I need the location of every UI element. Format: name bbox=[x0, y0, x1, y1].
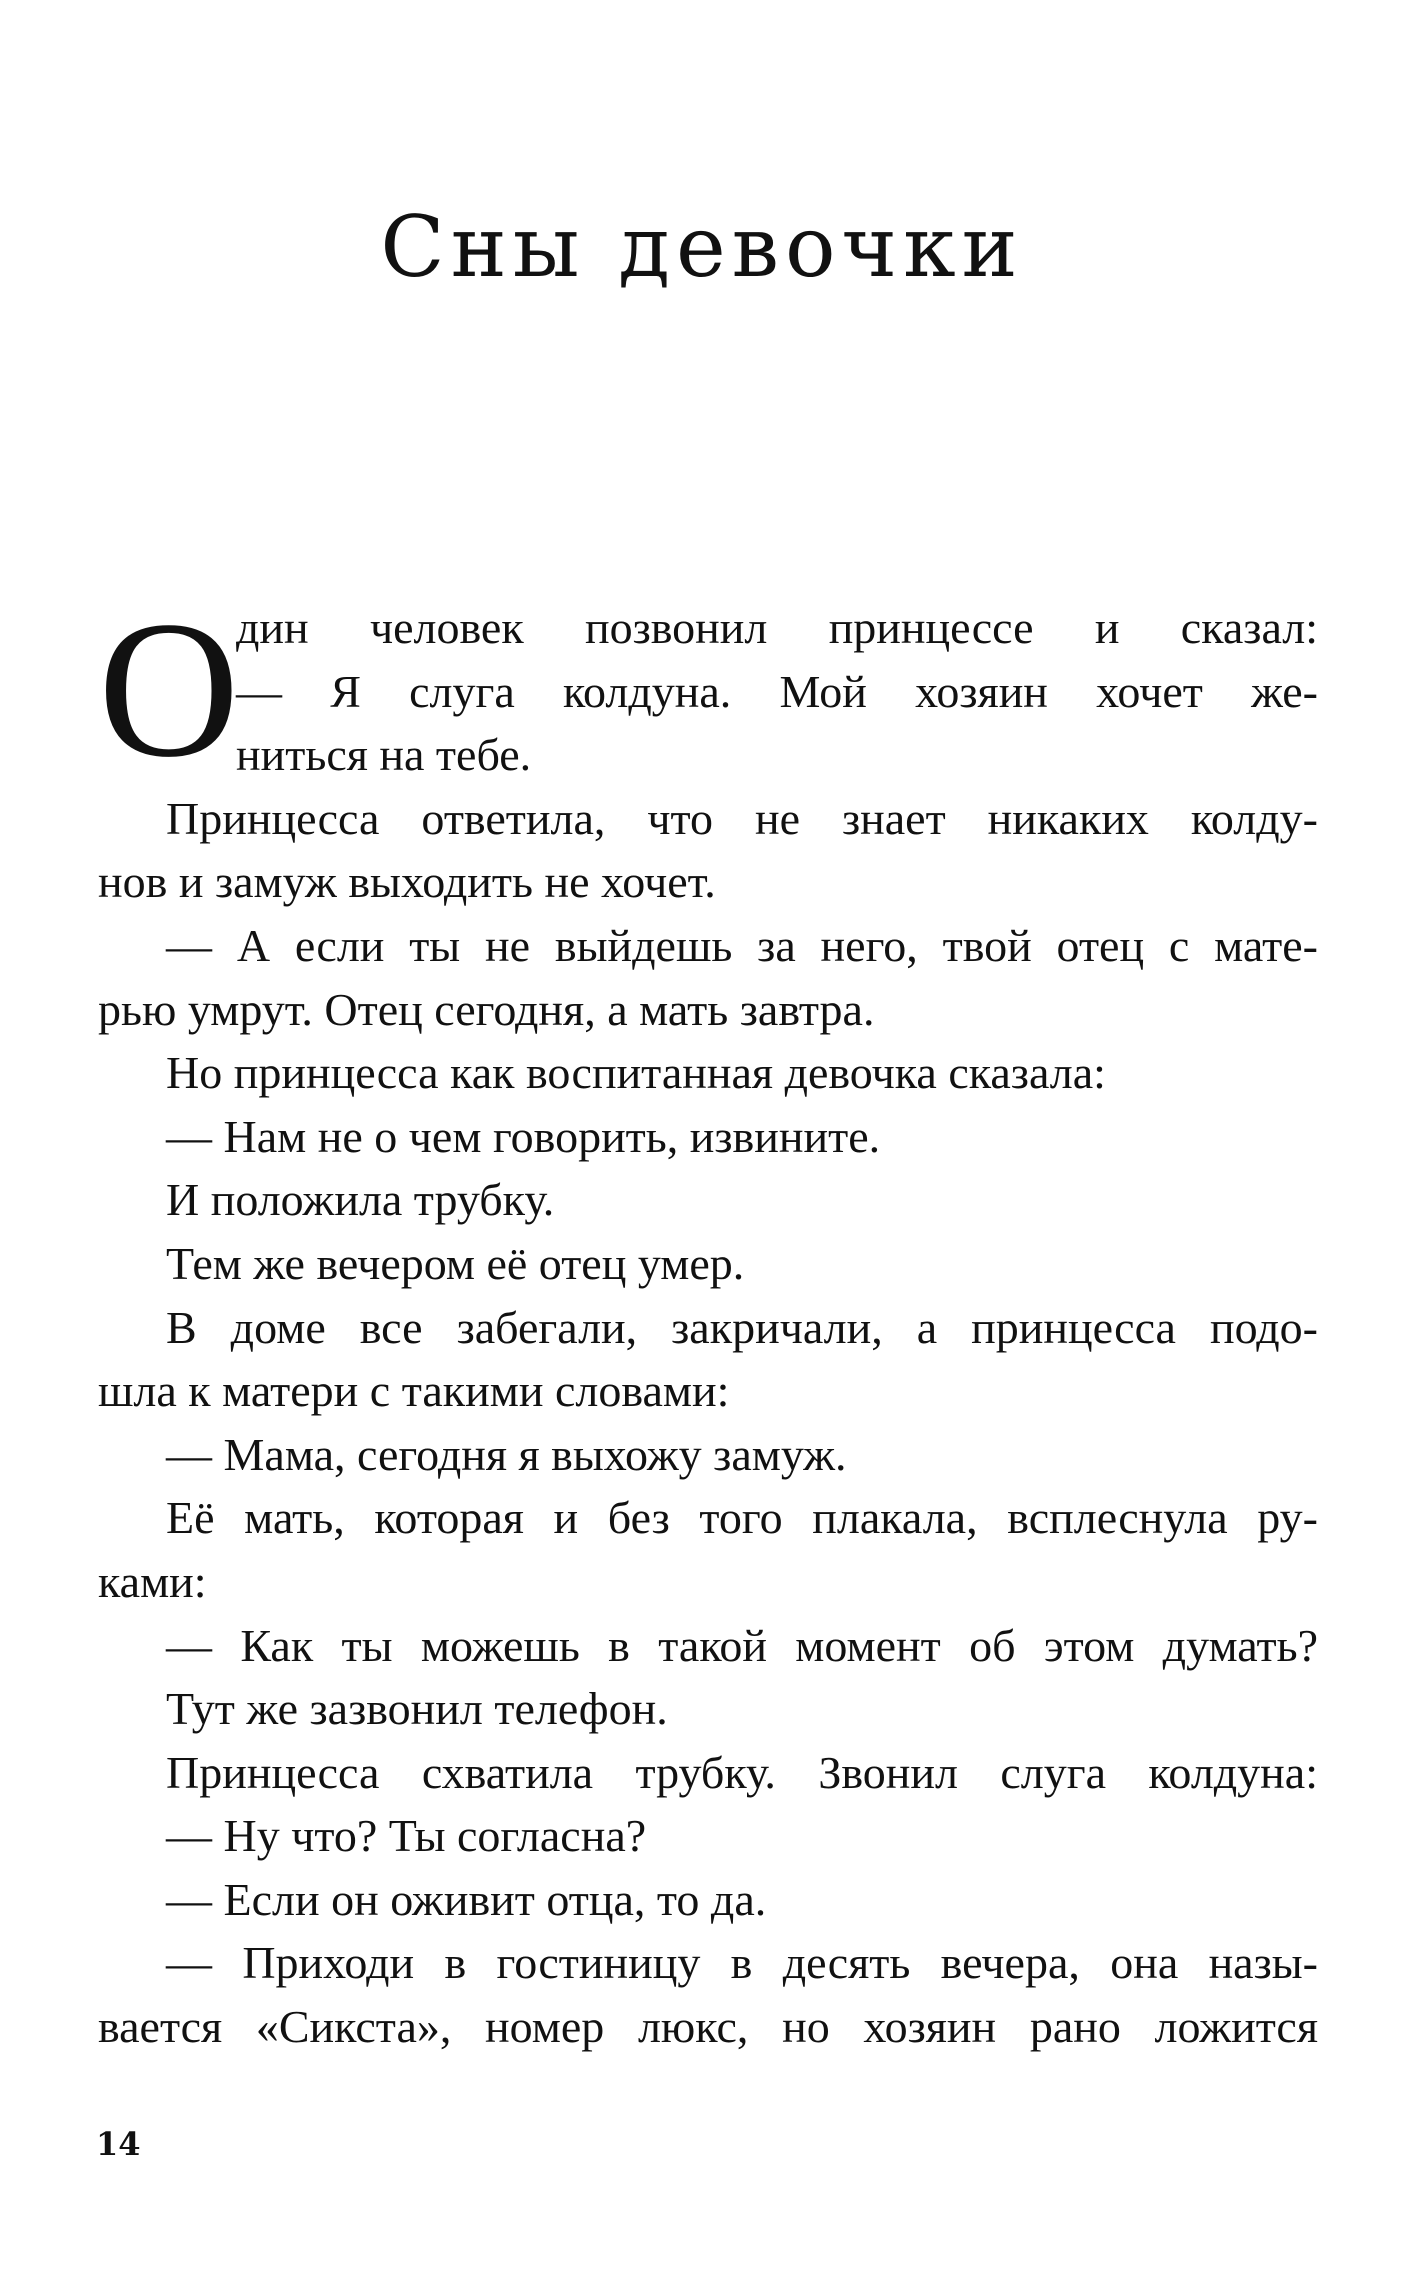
text-line: рью умрут. Отец сегодня, а мать завтра. bbox=[98, 983, 875, 1035]
text-line: — Я слуга колдуна. Мой хозяин хочет же- bbox=[236, 665, 1318, 717]
page-number: 14 bbox=[96, 2125, 141, 2163]
chapter-text bbox=[98, 581, 1318, 2059]
text-line: ниться на тебе. bbox=[236, 729, 532, 781]
chapter-title: Сны девочки bbox=[380, 198, 1024, 296]
text-line: вается «Сикста», номер люкс, но хозяин рано ложится bbox=[98, 2001, 1318, 2053]
text-line: ками: bbox=[98, 1555, 207, 1607]
text-line: И положила трубку. bbox=[166, 1174, 555, 1226]
text-line: дин человек позвонил принцессе и сказал: bbox=[236, 602, 1318, 653]
text-line: — Ну что? Ты согласна? bbox=[166, 1810, 647, 1862]
text-line: Но принцесса как воспитанная девочка сказала: bbox=[166, 1047, 1106, 1099]
text-line: Её мать, которая и без того плакала, всплеснула ру- bbox=[166, 1492, 1318, 1544]
text-line: — Нам не о чем говорить, извините. bbox=[166, 1110, 881, 1162]
text-line: В доме все забегали, закричали, а принцесса подо- bbox=[166, 1301, 1318, 1353]
drop-cap: О bbox=[98, 581, 240, 798]
text-line: — Если он оживит отца, то да. bbox=[166, 1873, 767, 1925]
text-line: Тем же вечером её отец умер. bbox=[166, 1237, 745, 1289]
text-line: — Приходи в гостиницу в десять вечера, она назы- bbox=[166, 1937, 1318, 1989]
text-line: — Мама, сегодня я выхожу замуж. bbox=[166, 1428, 847, 1480]
text-line: шла к матери с такими словами: bbox=[98, 1365, 730, 1417]
text-line: нов и замуж выходить не хочет. bbox=[98, 856, 716, 908]
text-line: Тут же зазвонил телефон. bbox=[166, 1683, 668, 1735]
text-line: Принцесса схватила трубку. Звонил слуга колдуна: bbox=[166, 1746, 1318, 1798]
text-line: — Как ты можешь в такой момент об этом думать? bbox=[166, 1619, 1318, 1671]
text-line: Принцесса ответила, что не знает никаких колду- bbox=[166, 792, 1318, 844]
text-line: — А если ты не выйдешь за него, твой отец с мате- bbox=[166, 919, 1318, 971]
